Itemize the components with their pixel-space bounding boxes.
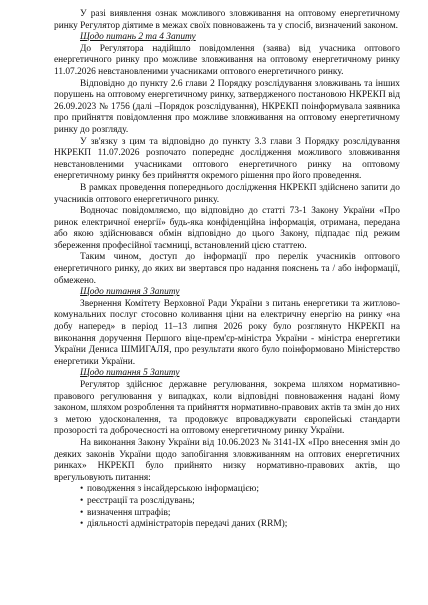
bullet-mark: • [80, 519, 84, 530]
paragraph-regulation: Регулятор здійснює державне регулювання, зокрема шляхом нормативно-правового регулювання у випадках, коли відповідні повноваження надані йому законом, шляхом розроблення та прийняття нормативно-правових актів та змін до них з метою удосконалення, та продовжує впроваджувати європейські стандарти прозорості та доброчесності на оптовому енергетичному ринку України. [54, 380, 400, 437]
paragraph-preliminary-study: У зв'язку з цим та відповідно до пункту 3.3 глави 3 Порядку розслідування НКРЕКП 11.07.2026 розпочато попереднє дослідження можливого зловживання невстановленими учасниками оптового енергетичного ринку на оптовому енергетичному ринку без прийняття окремого рішення про його проведення. [54, 136, 400, 182]
subheading-questions-2-4: Щодо питань 2 та 4 Запиту [80, 32, 196, 43]
list-item [54, 496, 400, 508]
list-item-text: визначення штрафів; [87, 507, 171, 518]
paragraph-procedure: Відповідно до пункту 2.6 глави 2 Порядку розслідування зловживань та інших порушень на оптовому енергетичному ринку, затвердженого постановою НКРЕКП від 26.09.2023 № 1756 (далі –Порядок розслідування), НКРЕКП поінформувала заявника про прийняття повідомлення про можливе зловживання на оптовому енергетичному ринку до розгляду. [54, 78, 400, 135]
paragraph-intro: У разі виявлення ознак можливого зловживання на оптовому енергетичному ринку Регулятор діятиме в межах своїх повноважень та у спосіб, визначений законом. [54, 9, 400, 31]
subheading-question-3: Щодо питання 3 Запиту [80, 287, 180, 298]
bullet-mark: • [80, 507, 84, 518]
paragraph-confidentiality: Водночас повідомляємо, що відповідно до статті 73-1 Закону України «Про ринок електричної енергії» будь-яка конфіденційна інформація, отримана, передана або якою здійснювався обмін відповідно до цього Закону, підпадає під режим збереження професійної таємниці, встановлений цією статтею. [54, 206, 400, 251]
list-item [54, 519, 400, 531]
list-item [54, 508, 400, 520]
subheading-question-5: Щодо питання 5 Запиту [80, 368, 180, 379]
list-item [54, 484, 400, 496]
paragraph-access-restricted: Таким чином, доступ до інформації про перелік учасників оптового енергетичного ринку, до яких ви звертався про надання пояснень та / або інформації, обмежено. [54, 252, 400, 286]
bullet-mark: • [80, 495, 84, 506]
regulated-issues-list [54, 484, 400, 530]
list-item-text: реєстрації та розслідувань; [87, 495, 195, 506]
paragraph-requests: В рамках проведення попереднього дослідження НКРЕКП здійснено запити до учасників оптового енергетичного ринку. [54, 182, 400, 205]
list-item-text: діяльності адміністраторів передачі даних (RRM); [87, 519, 288, 530]
list-item-text: поводження з інсайдерською інформацією; [87, 484, 259, 495]
paragraph-law-implementation: На виконання Закону України від 10.06.2023 № 3141-IX «Про внесення змін до деяких законів України щодо запобігання зловживанням на оптових енергетичних ринках» НКРЕКП було прийнято низку нормативно-правових актів, що врегульовують питання: [54, 437, 400, 483]
paragraph-notification: До Регулятора надійшло повідомлення (заява) від учасника оптового енергетичного ринку про можливе зловживання на оптовому енергетичному ринку 11.07.2026 невстановленими учасниками оптового енергетичного ринку. [54, 43, 400, 77]
paragraph-committee-appeal: Звернення Комітету Верховної Ради України з питань енергетики та житлово-комунальних послуг стосовно коливання ціни на електричну енергію на ринку «на добу наперед» в період 11–13 липня 2026 року було розглянуто НКРЕКП на виконання доручення Першого віце-прем'єр-міністра України - міністра енергетики України Дениса ШМИГАЛЯ, про результати якого було поінформовано Міністерство енергетики України. [54, 298, 400, 367]
bullet-mark: • [80, 484, 84, 495]
